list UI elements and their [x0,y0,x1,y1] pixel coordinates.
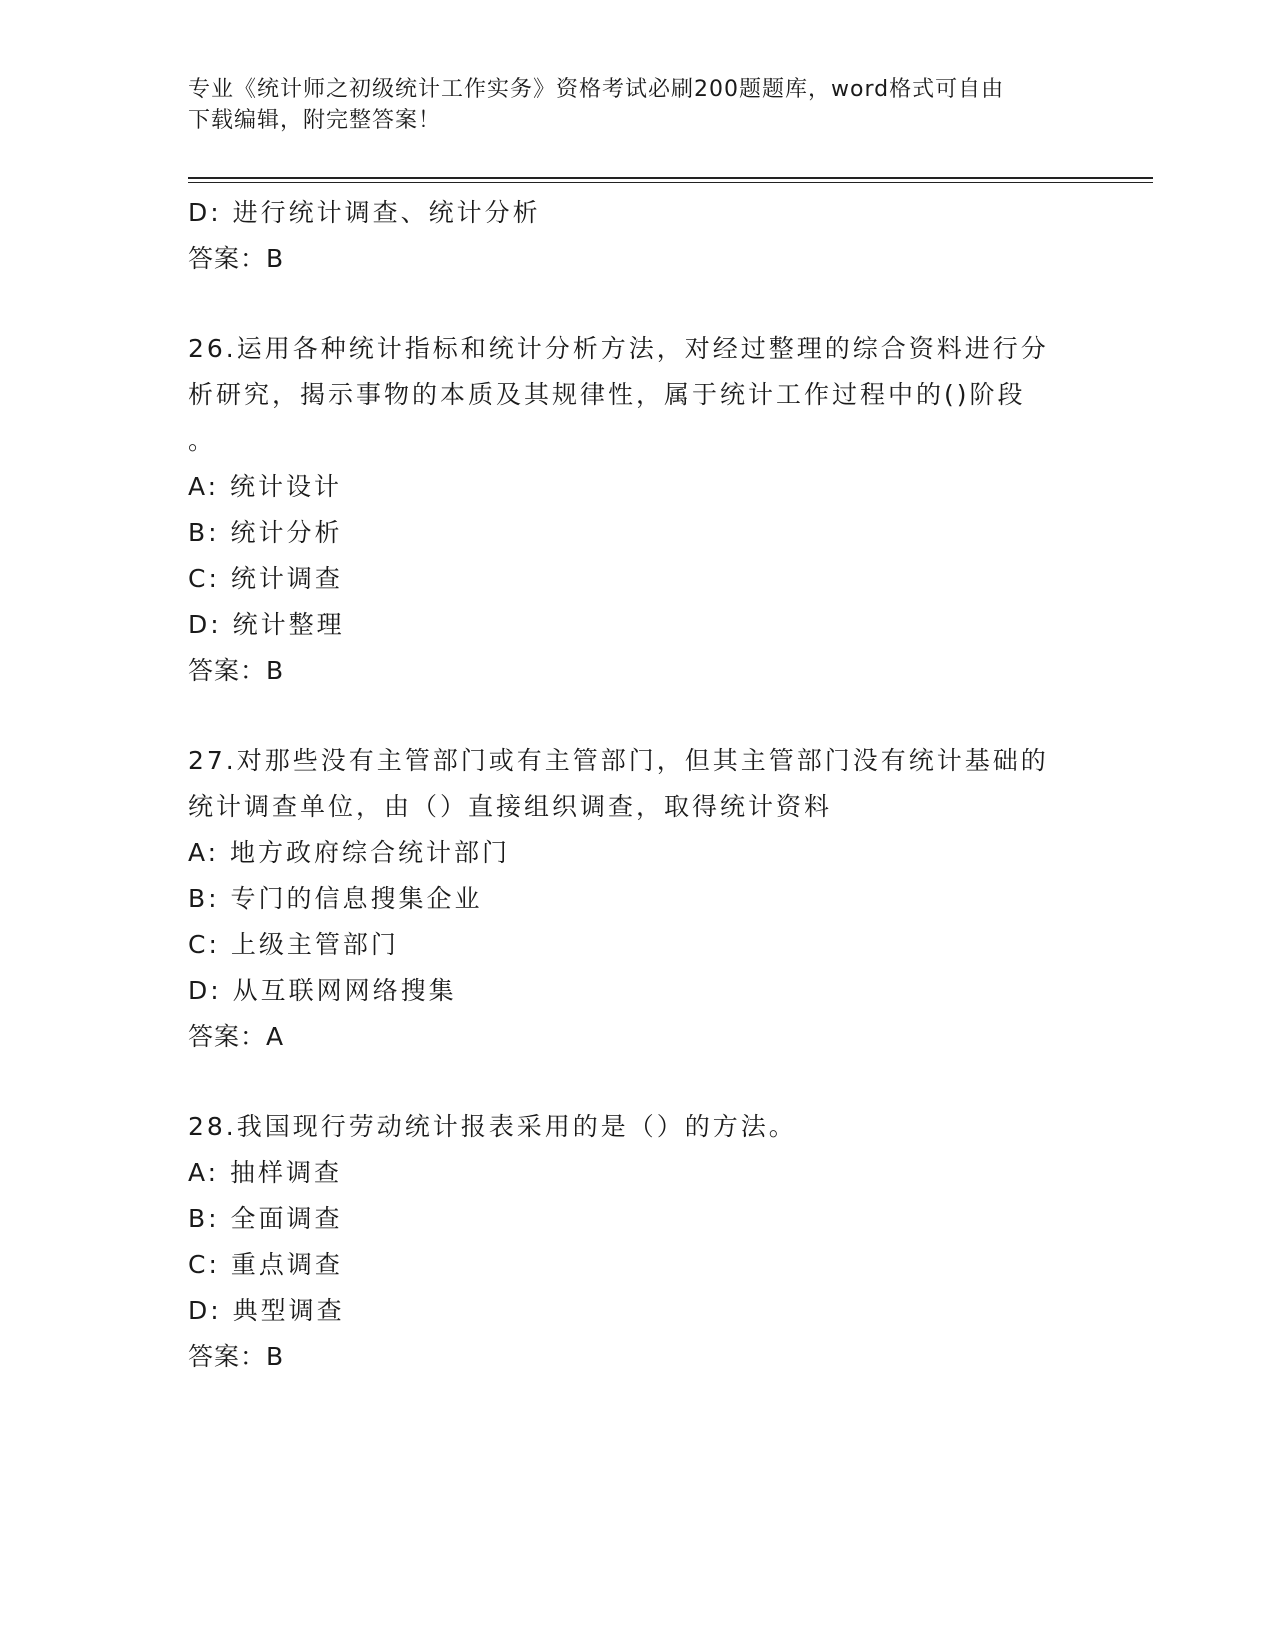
option-b: B: 统计分析 [188,518,343,547]
question-stem-line: 26.运用各种统计指标和统计分析方法，对经过整理的综合资料进行分 [188,334,1049,363]
question-28 [188,1104,1088,1380]
answer-line: 答案：A [188,1022,285,1051]
option-d: D: 统计整理 [188,610,345,639]
option-a: A: 统计设计 [188,472,343,501]
option-b: B: 全面调查 [188,1204,343,1233]
question-list [188,190,1088,1380]
option-c: C: 重点调查 [188,1250,343,1279]
header-divider-thick [188,177,1153,179]
header-divider-thin [188,182,1153,183]
previous-question-tail [188,190,1088,282]
question-stem-line: 。 [188,426,217,455]
answer-line: 答案：B [188,244,285,273]
option-d: D: 从互联网网络搜集 [188,976,457,1005]
question-26 [188,326,1088,694]
header-line-2: 下载编辑，附完整答案！ [188,108,442,133]
question-stem-line: 27.对那些没有主管部门或有主管部门，但其主管部门没有统计基础的 [188,746,1049,775]
option-a: A: 地方政府综合统计部门 [188,838,511,867]
header-line-1: 专业《统计师之初级统计工作实务》资格考试必刷200题题库，word格式可自由 [188,77,1005,102]
option-d: D: 进行统计调查、统计分析 [188,198,541,227]
question-27 [188,738,1088,1060]
option-c: C: 上级主管部门 [188,930,399,959]
option-a: A: 抽样调查 [188,1158,343,1187]
question-stem-line: 统计调查单位，由（）直接组织调查，取得统计资料 [188,792,833,821]
option-d: D: 典型调查 [188,1296,345,1325]
answer-line: 答案：B [188,656,285,685]
option-b: B: 专门的信息搜集企业 [188,884,483,913]
document-header [188,74,1078,136]
question-stem-line: 28.我国现行劳动统计报表采用的是（）的方法。 [188,1112,797,1141]
option-c: C: 统计调查 [188,564,343,593]
answer-line: 答案：B [188,1342,285,1371]
question-stem-line: 析研究，揭示事物的本质及其规律性，属于统计工作过程中的()阶段 [188,380,1026,409]
